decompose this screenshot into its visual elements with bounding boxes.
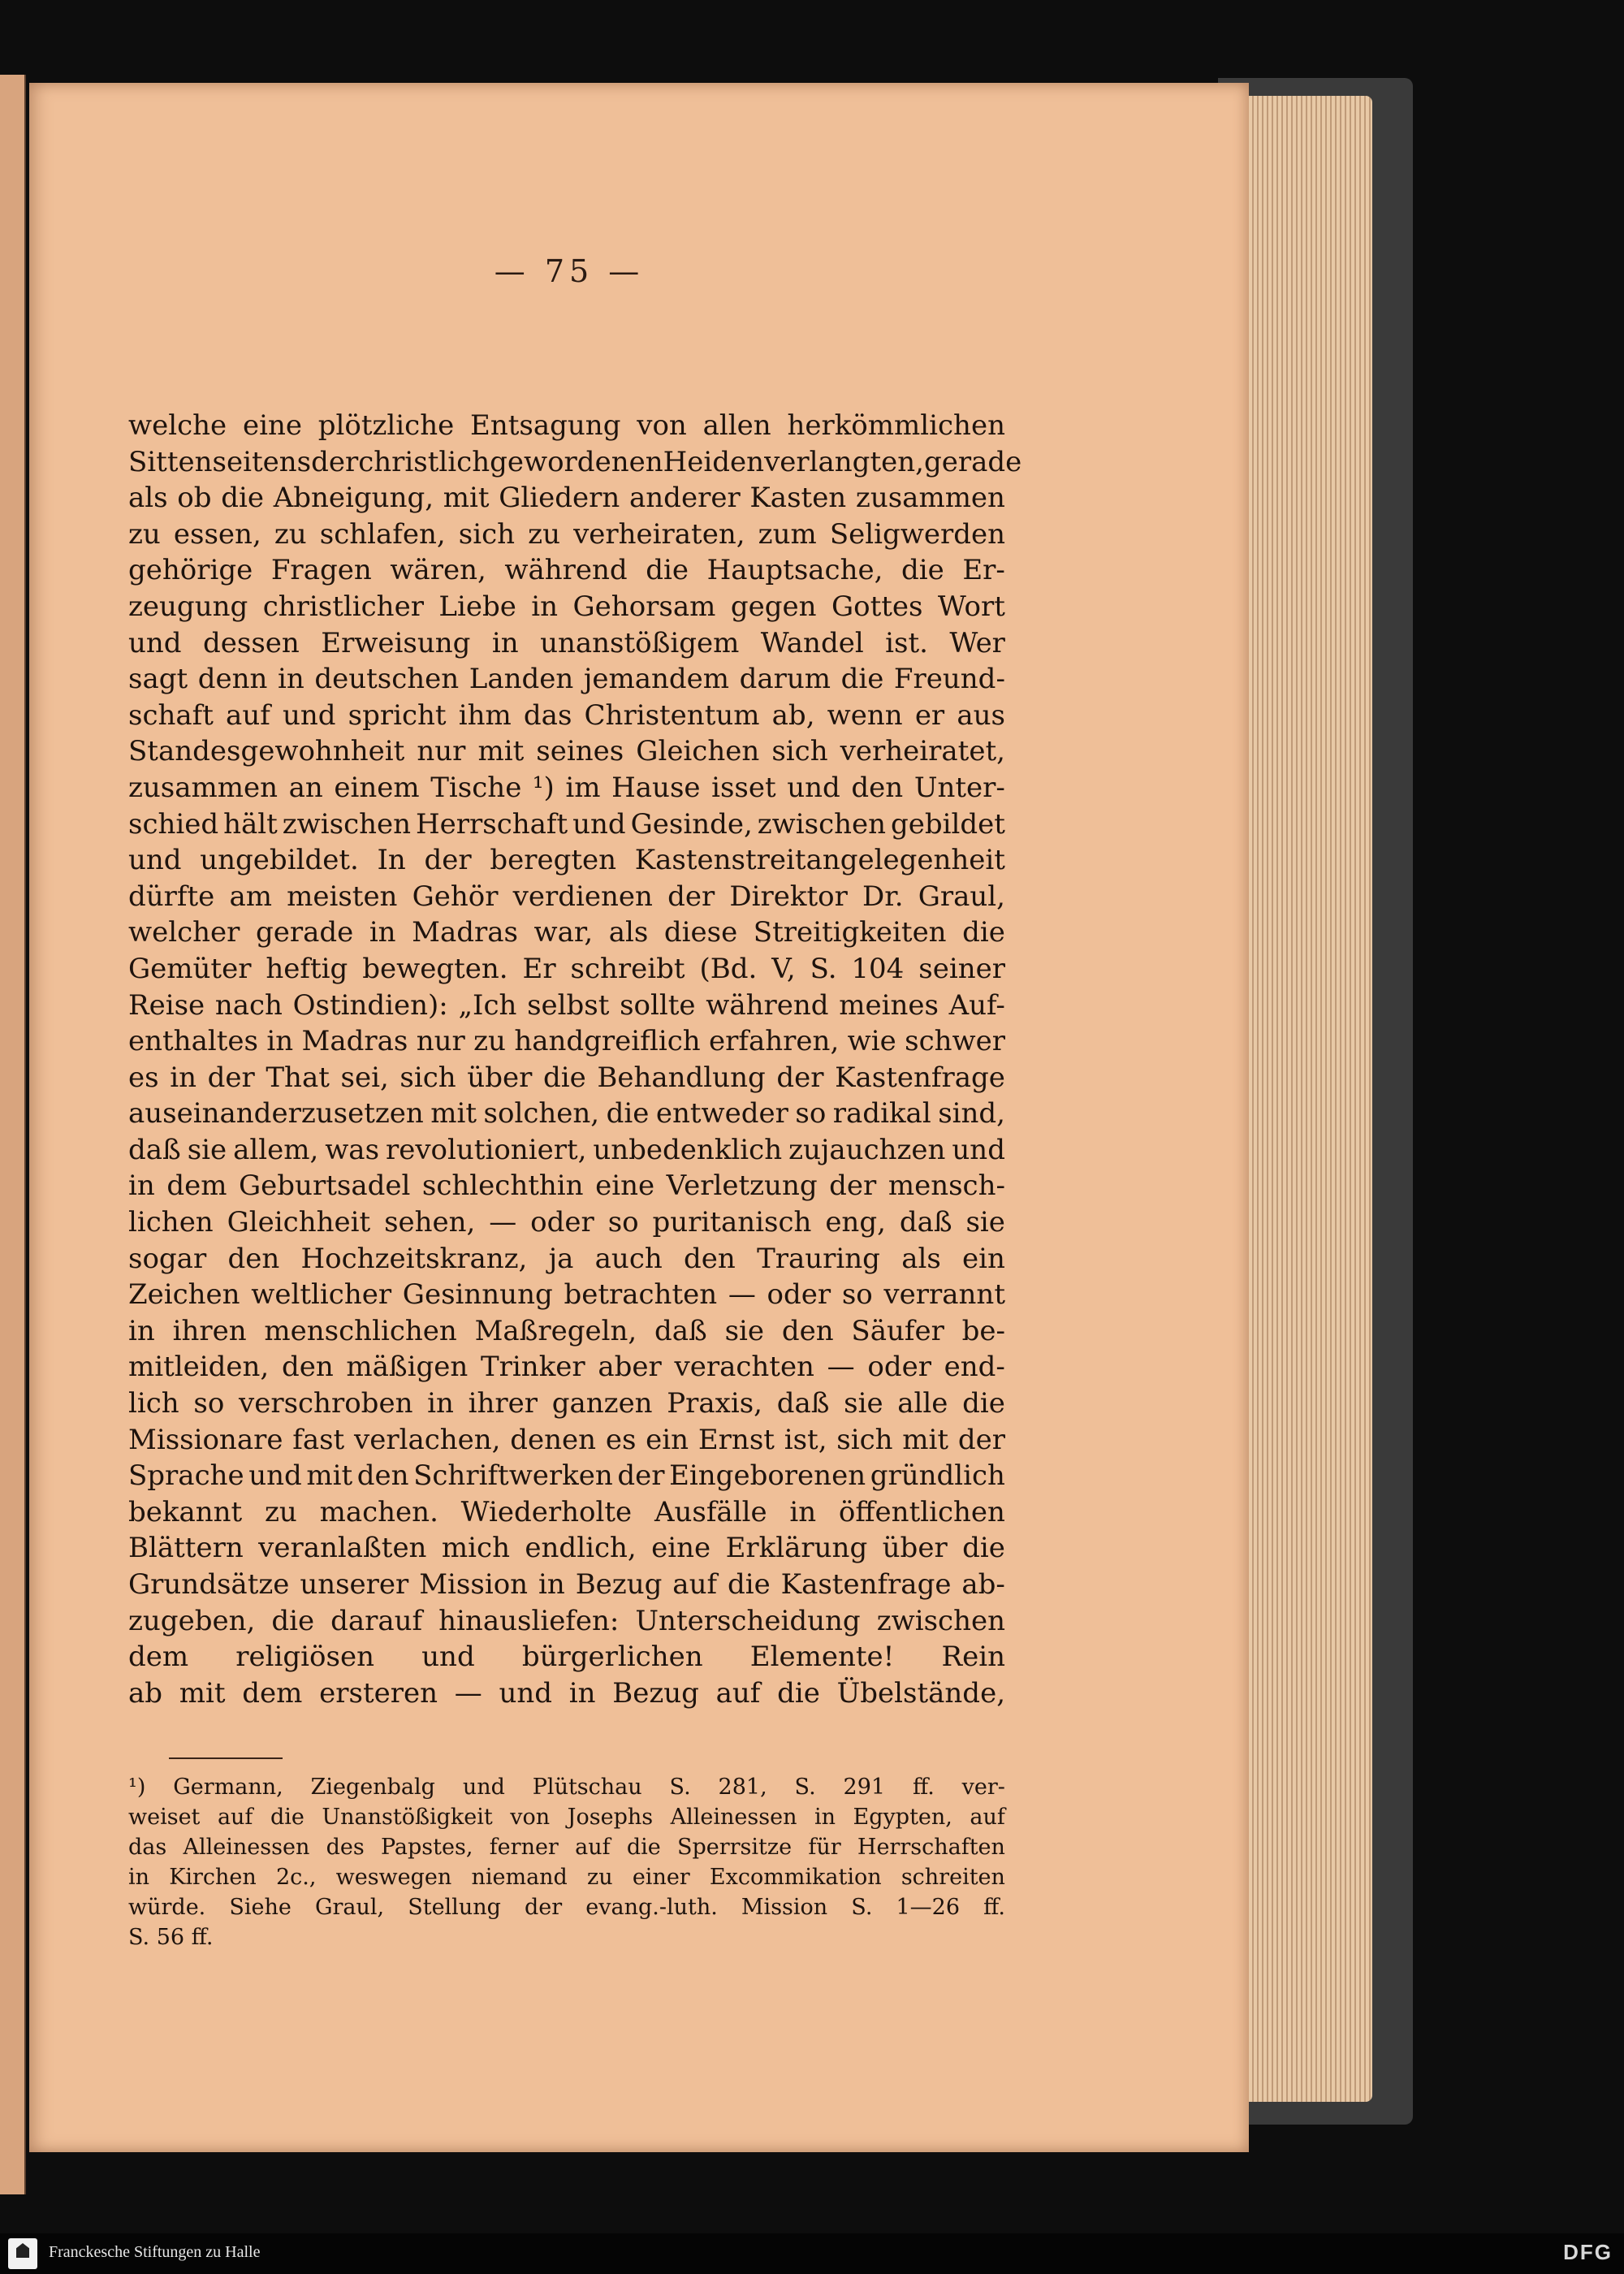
- body-line: daß sie allem, was revolutioniert, unbedenklich zujauchzen und: [128, 1133, 1005, 1166]
- body-text: [128, 408, 1022, 1711]
- body-line: lichen Gleichheit sehen, — oder so puritanisch eng, daß sie: [128, 1206, 1005, 1239]
- institution-logo-icon: [8, 2238, 37, 2269]
- body-line: Blättern veranlaßten mich endlich, eine Erklärung über die: [128, 1532, 1005, 1565]
- book-page: [29, 83, 1249, 2152]
- body-line: sagt denn in deutschen Landen jemandem darum die Freund-: [128, 663, 1005, 696]
- page-edges: [1234, 96, 1372, 2102]
- body-line: dürfte am meisten Gehör verdienen der Direktor Dr. Graul,: [128, 880, 1005, 913]
- body-line: welche eine plötzliche Entsagung von allen herkömmlichen: [128, 409, 1005, 442]
- body-line: Standesgewohnheit nur mit seines Gleichen sich verheiratet,: [128, 735, 1005, 768]
- institution-name: Franckesche Stiftungen zu Halle: [49, 2243, 261, 2261]
- footnote-line: das Alleinessen des Papstes, ferner auf die Sperrsitze für Herrschaften: [128, 1835, 1005, 1860]
- body-line: zusammen an einem Tische ¹) im Hause isset und den Unter-: [128, 771, 1005, 804]
- footnote-line: würde. Siehe Graul, Stellung der evang.-luth. Mission S. 1—26 ff.: [128, 1895, 1005, 1920]
- body-line: auseinanderzusetzen mit solchen, die entweder so radikal sind,: [128, 1097, 1005, 1131]
- dfg-logo: DFG: [1563, 2240, 1613, 2264]
- body-line: enthaltes in Madras nur zu handgreiflich erfahren, wie schwer: [128, 1025, 1005, 1058]
- footnote-line: weiset auf die Unanstößigkeit von Josephs Alleinessen in Egypten, auf: [128, 1805, 1005, 1830]
- building-icon: [16, 2243, 29, 2258]
- body-line: zu essen, zu schlafen, sich zu verheiraten, zum Seligwerden: [128, 517, 1005, 551]
- body-line: Missionare fast verlachen, denen es ein Ernst ist, sich mit der: [128, 1423, 1005, 1456]
- body-line: schaft auf und spricht ihm das Christentum ab, wenn er aus: [128, 698, 1005, 732]
- body-line: Sprache und mit den Schriftwerken der Eingeborenen gründlich: [128, 1459, 1005, 1493]
- body-line: als ob die Abneigung, mit Gliedern anderer Kasten zusammen: [128, 482, 1005, 515]
- body-line: dem religiösen und bürgerlichen Elemente! Rein: [128, 1641, 1005, 1674]
- left-page-edge: [0, 75, 26, 2194]
- body-line: welcher gerade in Madras war, als diese Streitigkeiten die: [128, 916, 1005, 949]
- footnote-text: [128, 1772, 1005, 1952]
- body-line: Grundsätze unserer Mission in Bezug auf die Kastenfrage ab-: [128, 1568, 1005, 1601]
- body-line: gehörige Fragen wären, während die Hauptsache, die Er-: [128, 554, 1005, 587]
- body-line: sogar den Hochzeitskranz, ja auch den Trauring als ein: [128, 1242, 1005, 1275]
- footnote-separator: [169, 1757, 283, 1759]
- footnote-line: ¹) Germann, Ziegenbalg und Plütschau S. 281, S. 291 ff. ver-: [128, 1775, 1005, 1800]
- body-line: lich so verschroben in ihrer ganzen Praxis, daß sie alle die: [128, 1387, 1005, 1420]
- body-line: Zeichen weltlicher Gesinnung betrachten — oder so verrannt: [128, 1278, 1005, 1312]
- body-line: Sitten seitens der christlichgewordenen Heiden verlangten, gerade: [128, 445, 1022, 478]
- body-line: ab mit dem ersteren — und in Bezug auf die Übelstände,: [128, 1676, 1005, 1710]
- body-line: und ungebildet. In der beregten Kastenstreitangelegenheit: [128, 844, 1005, 877]
- body-line: es in der That sei, sich über die Behandlung der Kastenfrage: [128, 1061, 1005, 1094]
- body-line: zugeben, die darauf hinausliefen: Unterscheidung zwischen: [128, 1604, 1005, 1637]
- body-line: schied hält zwischen Herrschaft und Gesinde, zwischen gebildet: [128, 807, 1005, 841]
- body-line: und dessen Erweisung in unanstößigem Wandel ist. Wer: [128, 626, 1005, 659]
- body-line: Gemüter heftig bewegten. Er schreibt (Bd. V, S. 104 seiner: [128, 952, 1005, 985]
- body-line: in ihren menschlichen Maßregeln, daß sie den Säufer be-: [128, 1314, 1005, 1347]
- body-line: mitleiden, den mäßigen Trinker aber verachten — oder end-: [128, 1351, 1005, 1384]
- page-number: — 75 —: [494, 253, 645, 289]
- body-line: Reise nach Ostindien): „Ich selbst sollte während meines Auf-: [128, 988, 1005, 1022]
- footnote-line: in Kirchen 2c., weswegen niemand zu einer Excommikation schreiten: [128, 1865, 1005, 1890]
- body-line: bekannt zu machen. Wiederholte Ausfälle in öffentlichen: [128, 1495, 1005, 1528]
- footnote-line: S. 56 ff.: [128, 1925, 214, 1950]
- body-line: in dem Geburtsadel schlechthin eine Verletzung der mensch-: [128, 1169, 1005, 1203]
- body-line: zeugung christlicher Liebe in Gehorsam gegen Gottes Wort: [128, 590, 1005, 623]
